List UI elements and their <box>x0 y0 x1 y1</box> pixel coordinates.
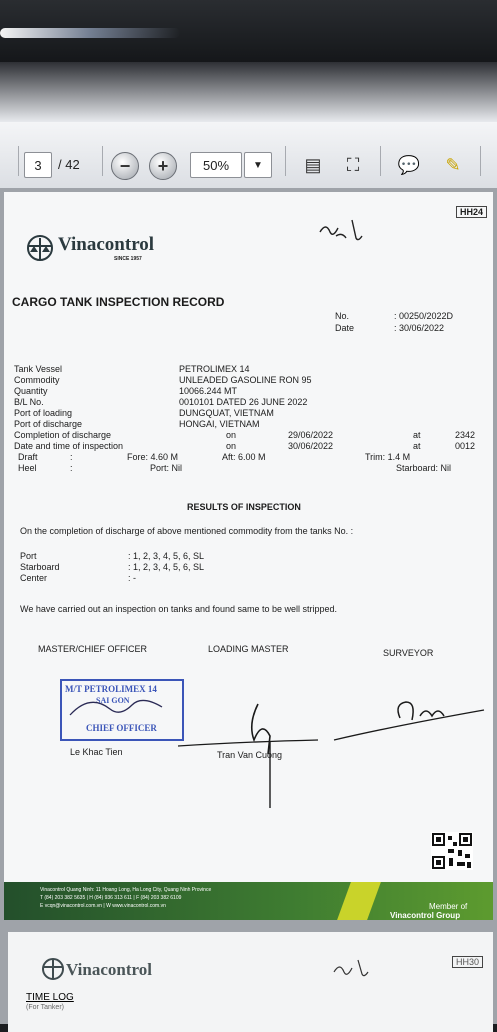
zoom-input[interactable]: 50% <box>190 152 242 178</box>
master-signature <box>64 687 174 727</box>
page-total: / 42 <box>58 157 80 172</box>
quantity-value: 10066.244 MT <box>179 386 238 396</box>
stamp-line-3: CHIEF OFFICER <box>86 723 157 733</box>
inspection-time: 0012 <box>455 441 476 451</box>
pdf-toolbar <box>0 122 497 189</box>
initials-signature <box>316 214 366 244</box>
loading-master-name: Tran Van Cuong <box>217 750 283 760</box>
footer-email: E vcqn@vinacontrol.com.vn | W www.vinacontrol.com.vn <box>40 903 166 909</box>
completion-date: 29/06/2022 <box>288 430 334 440</box>
toolbar-separator <box>380 146 381 176</box>
next-document-page <box>8 932 493 1032</box>
master-signature-label: MASTER/CHIEF OFFICER <box>38 644 148 654</box>
port-tanks-label: Port <box>20 551 37 561</box>
inspection-at: at <box>413 441 421 451</box>
next-initials-signature <box>330 956 370 980</box>
center-tanks-label: Center <box>20 573 48 583</box>
heel-label: Heel <box>18 463 37 473</box>
no-label: No. <box>335 311 350 321</box>
zoom-in-button[interactable] <box>149 152 177 180</box>
starboard-tanks-value: : 1, 2, 3, 4, 5, 6, SL <box>128 562 205 572</box>
chevron-down-icon: ▼ <box>253 159 263 171</box>
next-page-title: TIME LOG <box>26 992 74 1003</box>
vinacontrol-logo-icon <box>24 232 56 264</box>
commodity-label: Commodity <box>14 375 60 385</box>
tank-vessel-label: Tank Vessel <box>14 364 63 374</box>
inspection-label: Date and time of inspection <box>14 441 124 451</box>
port-discharge-label: Port of discharge <box>14 419 83 429</box>
plus-icon: + <box>157 155 169 176</box>
zoom-dropdown-button[interactable] <box>244 152 272 178</box>
next-brand-name: Vinacontrol <box>66 960 152 979</box>
expand-icon: ⛶ <box>346 154 360 175</box>
toolbar-separator <box>102 146 103 176</box>
center-tanks-value: : - <box>128 573 136 583</box>
completion-time: 2342 <box>455 430 476 440</box>
commodity-value: UNLEADED GASOLINE RON 95 <box>179 375 312 385</box>
surveyor-signature-label: SURVEYOR <box>383 648 434 658</box>
document-page <box>4 192 493 920</box>
footer-address: Vinacontrol Quang Ninh: 11 Hoang Long, Ha Long City, Quang Ninh Province <box>40 887 212 893</box>
port-discharge-value: HONGAI, VIETNAM <box>179 419 260 429</box>
comment-button[interactable] <box>396 152 422 178</box>
draft-label: Draft <box>18 452 38 462</box>
page-number-input[interactable]: 3 <box>24 152 52 178</box>
port-loading-label: Port of loading <box>14 408 73 418</box>
monitor-bezel <box>0 0 497 62</box>
surveyor-signature <box>330 692 490 752</box>
draft-fore: Fore: 4.60 M <box>127 452 179 462</box>
fit-width-button[interactable] <box>340 152 366 178</box>
heel-starboard: Starboard: Nil <box>396 463 452 473</box>
footer-group: Vinacontrol Group <box>390 911 461 920</box>
fit-page-icon: ▤ <box>304 154 322 175</box>
loading-master-signature-label: LOADING MASTER <box>208 644 289 654</box>
completion-on: on <box>226 430 237 440</box>
starboard-tanks-label: Starboard <box>20 562 60 572</box>
heel-colon: : <box>70 463 73 473</box>
pen-icon: ✎ <box>445 154 461 175</box>
master-name: Le Khac Tien <box>70 747 123 757</box>
minus-icon: − <box>119 155 131 176</box>
next-page-subtitle: (For Tanker) <box>26 1004 64 1011</box>
screen-glare <box>0 28 180 38</box>
completion-label: Completion of discharge <box>14 430 112 440</box>
zoom-out-button[interactable] <box>111 152 139 180</box>
completion-at: at <box>413 430 421 440</box>
tank-vessel-value: PETROLIMEX 14 <box>179 364 250 374</box>
highlight-text-button[interactable] <box>440 152 466 178</box>
stamp-line-1: M/T PETROLIMEX 14 <box>65 684 157 694</box>
bl-value: 0010101 DATED 26 JUNE 2022 <box>179 397 308 407</box>
toolbar-separator <box>480 146 481 176</box>
next-page-code: HH30 <box>452 956 483 968</box>
toolbar-separator <box>18 146 19 176</box>
port-loading-value: DUNGQUAT, VIETNAM <box>179 408 274 418</box>
document-title: CARGO TANK INSPECTION RECORD <box>12 295 225 309</box>
qr-code-icon <box>431 832 473 870</box>
conclusion-text: We have carried out an inspection on tanks and found same to be well stripped. <box>20 604 338 614</box>
quantity-label: Quantity <box>14 386 48 396</box>
footer-member-of: Member of <box>429 902 468 911</box>
brand-since: SINCE 1957 <box>114 256 142 262</box>
inspection-date: 30/06/2022 <box>288 441 334 451</box>
date-value: : 30/06/2022 <box>394 323 445 333</box>
draft-colon: : <box>70 452 73 462</box>
brand-name: Vinacontrol <box>58 234 155 255</box>
stamp-line-2: SAI GON <box>96 696 130 705</box>
date-label: Date <box>335 323 355 333</box>
fit-page-button[interactable] <box>300 152 326 178</box>
draft-aft: Aft: 6.00 M <box>222 452 266 462</box>
inspection-on: on <box>226 441 237 451</box>
draft-trim: Trim: 1.4 M <box>365 452 411 462</box>
no-value: : 00250/2022D <box>394 311 454 321</box>
speech-bubble-icon: 💬 <box>397 154 421 175</box>
window-top <box>0 62 497 122</box>
toolbar-separator <box>285 146 286 176</box>
page-code: HH24 <box>456 206 487 218</box>
heel-port: Port: Nil <box>150 463 183 473</box>
next-vinacontrol-logo-icon <box>40 956 66 982</box>
results-title: RESULTS OF INSPECTION <box>187 502 301 512</box>
results-intro: On the completion of discharge of above mentioned commodity from the tanks No. : <box>20 526 354 536</box>
bl-label: B/L No. <box>14 397 44 407</box>
footer-phone: T (84) 203 382 5635 | H (84) 936 313 611 | F (84) 203 382 6109 <box>40 895 182 901</box>
port-tanks-value: : 1, 2, 3, 4, 5, 6, SL <box>128 551 205 561</box>
